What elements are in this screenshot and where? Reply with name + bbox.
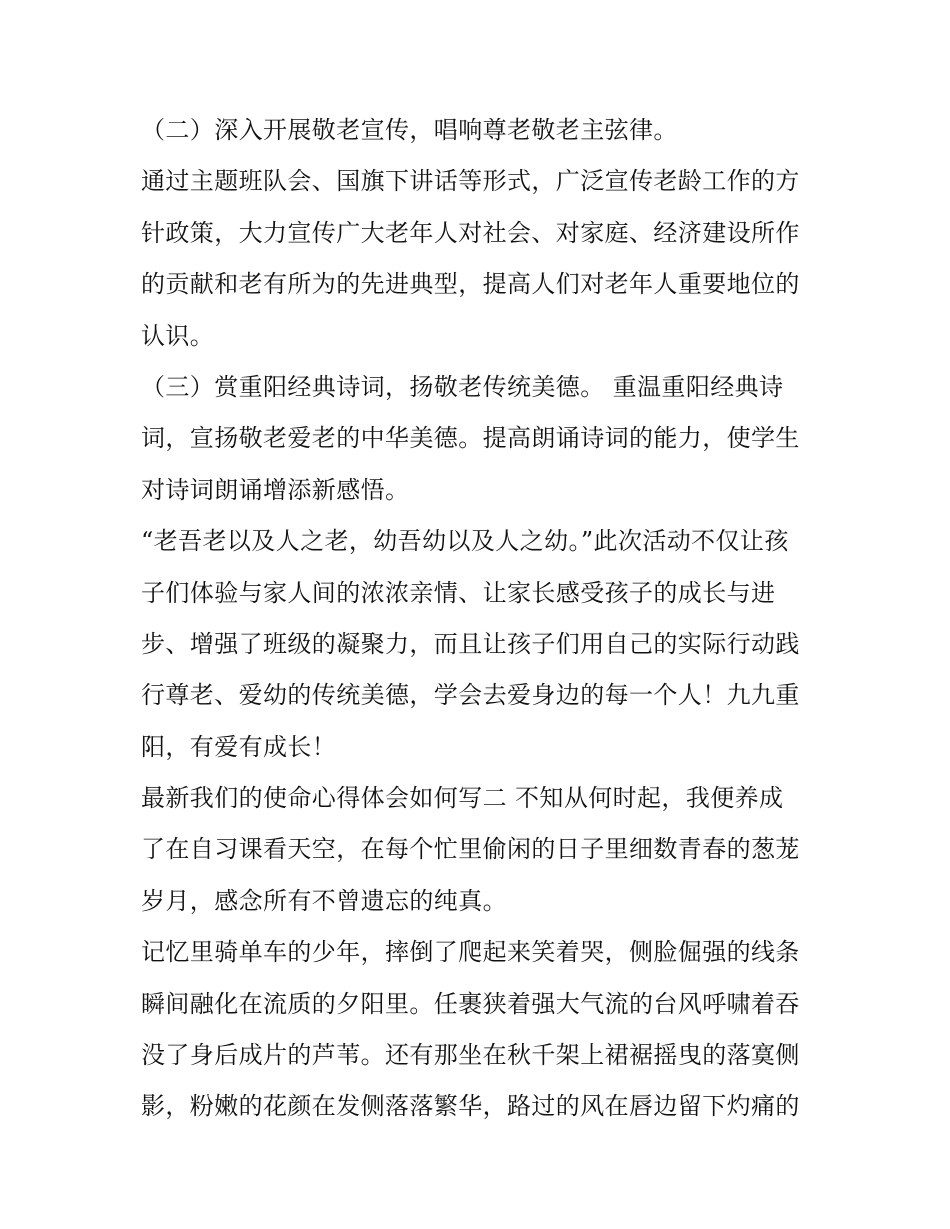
- text-line: 瞬间融化在流质的夕阳里。任裹狭着强大气流的台风呼啸着吞: [141, 989, 800, 1018]
- text-line: 没了身后成片的芦苇。还有那坐在秋千架上裙裾摇曳的落寞侧: [141, 1041, 800, 1070]
- text-line: 阳，有爱有成长！: [141, 732, 337, 761]
- document-body: [141, 105, 813, 1133]
- text-line: （二）深入开展敬老宣传，唱响尊老敬老主弦律。: [141, 116, 678, 144]
- text-line: 词，宣扬敬老爱老的中华美德。提高朗诵诗词的能力，使学生: [141, 424, 800, 453]
- text-line: 子们体验与家人间的浓浓亲情、让家长感受孩子的成长与进: [141, 578, 776, 607]
- text-line: 通过主题班队会、国旗下讲话等形式，广泛宣传老龄工作的方: [141, 167, 800, 196]
- text-line: 认识。: [141, 321, 215, 350]
- text-line: 最新我们的使命心得体会如何写二 不知从何时起，我便养成: [141, 784, 784, 813]
- text-line: 记忆里骑单车的少年，摔倒了爬起来笑着哭，侧脸倔强的线条: [141, 938, 800, 967]
- text-line: “老吾老以及人之老，幼吾幼以及人之幼。”此次活动不仅让孩: [141, 527, 789, 556]
- text-line: 步、增强了班级的凝聚力，而且让孩子们用自己的实际行动践: [141, 629, 800, 658]
- text-line: 了在自习课看天空，在每个忙里偷闲的日子里细数青春的葱茏: [141, 835, 800, 864]
- text-line: 对诗词朗诵增添新感悟。: [141, 475, 410, 504]
- text-line: 的贡献和老有所为的先进典型，提高人们对老年人重要地位的: [141, 270, 800, 299]
- text-line: （三）赏重阳经典诗词，扬敬老传统美德。 重温重阳经典诗: [141, 372, 784, 401]
- text-line: 岁月，感念所有不曾遗忘的纯真。: [141, 886, 507, 915]
- text-line: 影，粉嫩的花颜在发侧落落繁华，路过的风在唇边留下灼痛的: [141, 1092, 800, 1121]
- text-line: 针政策，大力宣传广大老年人对社会、对家庭、经济建设所作: [141, 218, 800, 247]
- text-line: 行尊老、爱幼的传统美德，学会去爱身边的每一个人！九九重: [141, 681, 800, 710]
